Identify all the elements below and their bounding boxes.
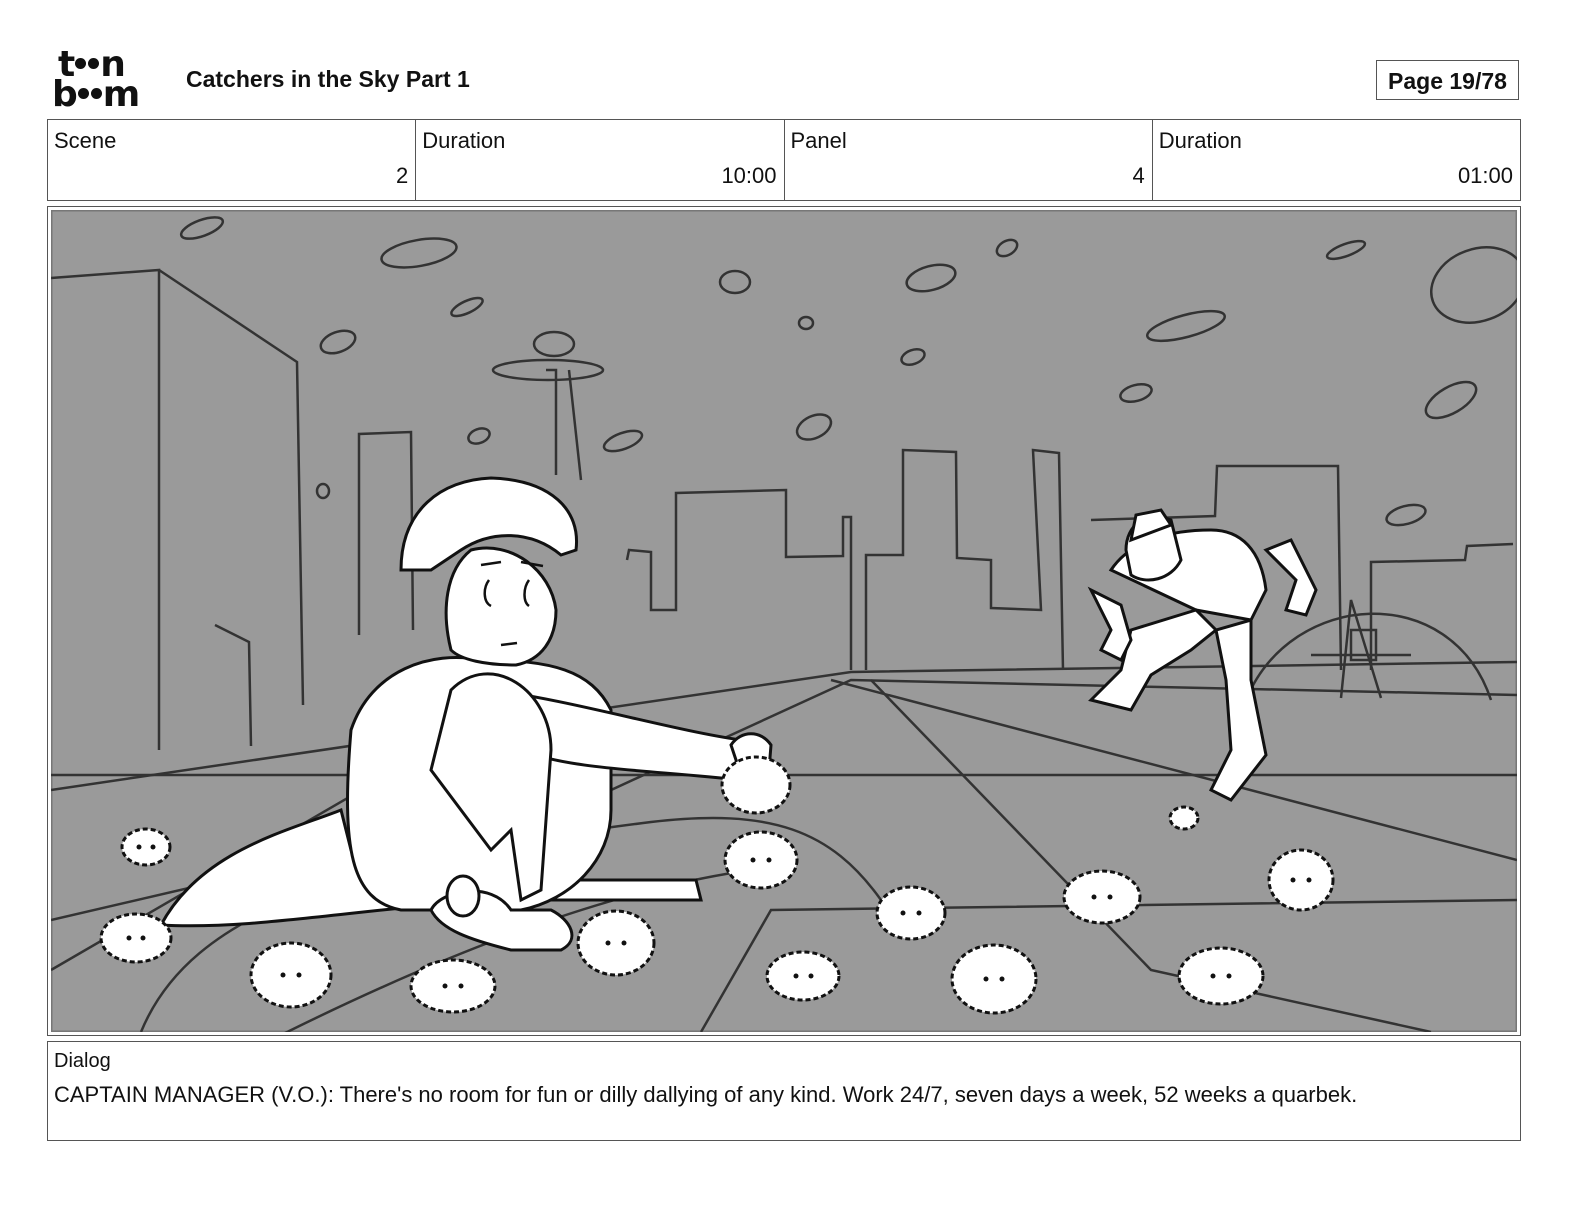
storyboard-panel [47,206,1521,1036]
document-title: Catchers in the Sky Part 1 [186,66,470,92]
panel-duration-label: Duration [1158,128,1242,153]
scene-duration-label: Duration [422,128,506,153]
toon-boom-logo [52,44,162,115]
dialog-box [47,1041,1521,1141]
scene-value: 2 [396,163,409,188]
scene-duration-cell [416,120,784,200]
panel-duration-value: 01:00 [1457,163,1513,188]
scene-duration-value: 10:00 [721,163,777,188]
panel-duration-cell [1153,120,1520,200]
page-number: Page 19/78 [1376,60,1519,100]
panel-label: Panel [790,128,847,153]
panel-sketch [51,210,1517,1032]
scene-label: Scene [54,128,117,153]
dialog-text: CAPTAIN MANAGER (V.O.): There's no room for fun or dilly dallying of any kind. Work 24/7, seven days a week, 52 weeks a quarbek. [54,1082,1358,1107]
scene-info-table [47,119,1521,201]
panel-value: 4 [1132,163,1145,188]
dialog-label: Dialog [54,1050,111,1072]
panel-cell [785,120,1153,200]
logo-line-1: t n [58,44,125,85]
logo-line-2: b m [52,74,140,115]
scene-cell [48,120,416,200]
